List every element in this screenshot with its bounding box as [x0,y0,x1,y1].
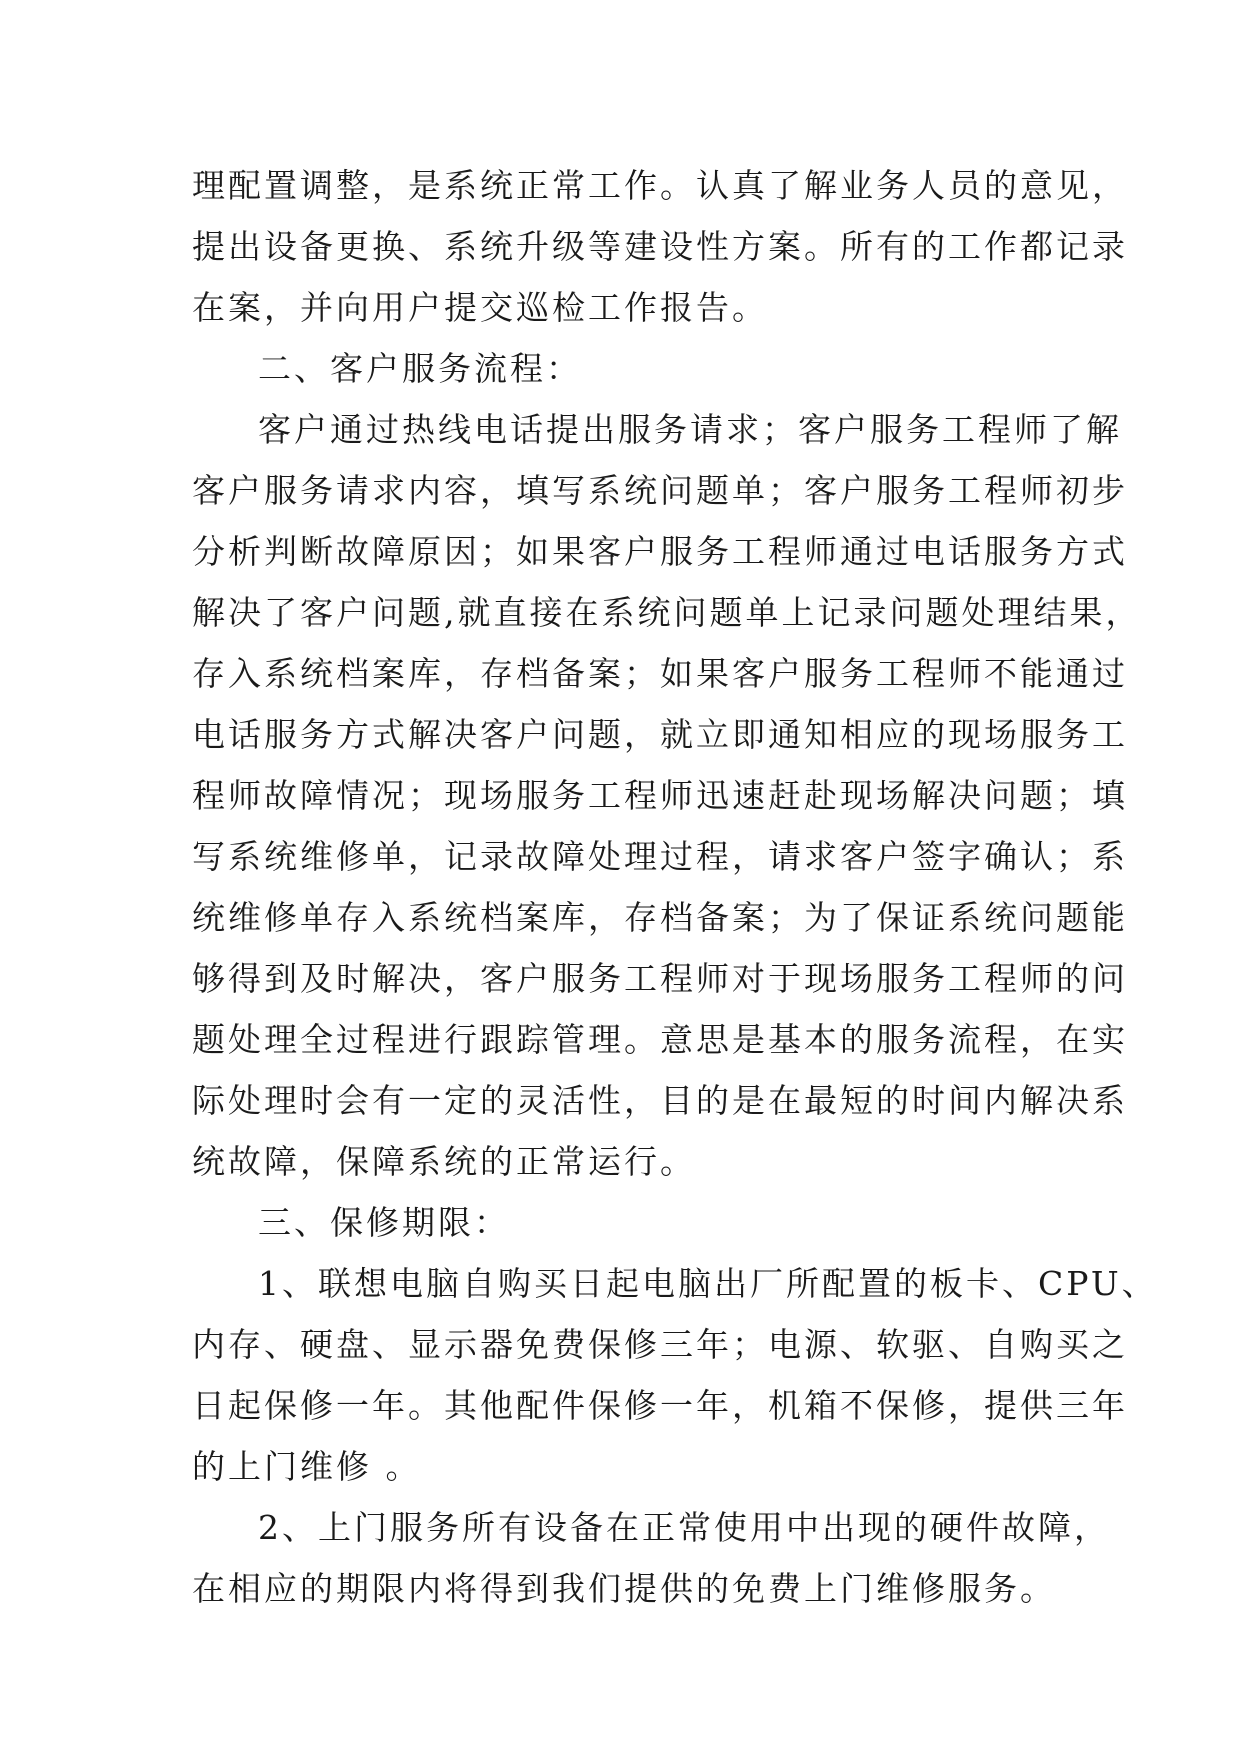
text-line: 电话服务方式解决客户问题，就立即通知相应的现场服务工 [192,715,1128,754]
section-heading-warranty-period [192,1192,1050,1253]
text-line: 客户通过热线电话提出服务请求；客户服务工程师了解 [258,410,1122,449]
text-line: 在案，并向用户提交巡检工作报告。 [192,288,768,327]
text-line: 写系统维修单，记录故障处理过程，请求客户签字确认；系 [192,837,1128,876]
text-line: 统维修单存入系统档案库，存档备案；为了保证系统问题能 [192,898,1128,937]
text-line: 程师故障情况；现场服务工程师迅速赶赴现场解决问题；填 [192,776,1128,815]
text-line: 客户服务请求内容，填写系统问题单；客户服务工程师初步 [192,471,1128,510]
text-line: 统故障，保障系统的正常运行。 [192,1142,696,1181]
text-line: 够得到及时解决，客户服务工程师对于现场服务工程师的问 [192,959,1128,998]
text-line: 题处理全过程进行跟踪管理。意思是基本的服务流程，在实 [192,1020,1128,1059]
paragraph-service-process [192,399,1142,1192]
document-page [192,155,1158,1619]
text-line: 2、上门服务所有设备在正常使用中出现的硬件故障， [258,1508,1110,1547]
heading-text: 二、客户服务流程： [258,349,582,388]
text-line: 内存、硬盘、显示器免费保修三年；电源、软驱、自购买之 [192,1325,1128,1364]
text-line: 日起保修一年。其他配件保修一年，机箱不保修，提供三年 [192,1386,1128,1425]
text-line: 1、联想电脑自购买日起电脑出厂所配置的板卡、CPU、 [258,1264,1158,1303]
paragraph-warranty-item-2 [192,1497,1110,1619]
text-line: 际处理时会有一定的灵活性，目的是在最短的时间内解决系 [192,1081,1128,1120]
paragraph-inspection-summary [192,155,1128,338]
text-line: 分析判断故障原因；如果客户服务工程师通过电话服务方式 [192,532,1128,571]
text-line: 存入系统档案库，存档备案；如果客户服务工程师不能通过 [192,654,1128,693]
heading-text: 三、保修期限： [258,1203,510,1242]
paragraph-warranty-item-1 [192,1253,1158,1497]
text-line: 的上门维修 。 [192,1447,422,1486]
section-heading-service-process [192,338,1050,399]
text-line: 理配置调整，是系统正常工作。认真了解业务人员的意见， [192,166,1128,205]
text-line: 提出设备更换、系统升级等建设性方案。所有的工作都记录 [192,227,1128,266]
text-line: 解决了客户问题,就直接在系统问题单上记录问题处理结果， [192,593,1142,632]
text-line: 在相应的期限内将得到我们提供的免费上门维修服务。 [192,1569,1056,1608]
